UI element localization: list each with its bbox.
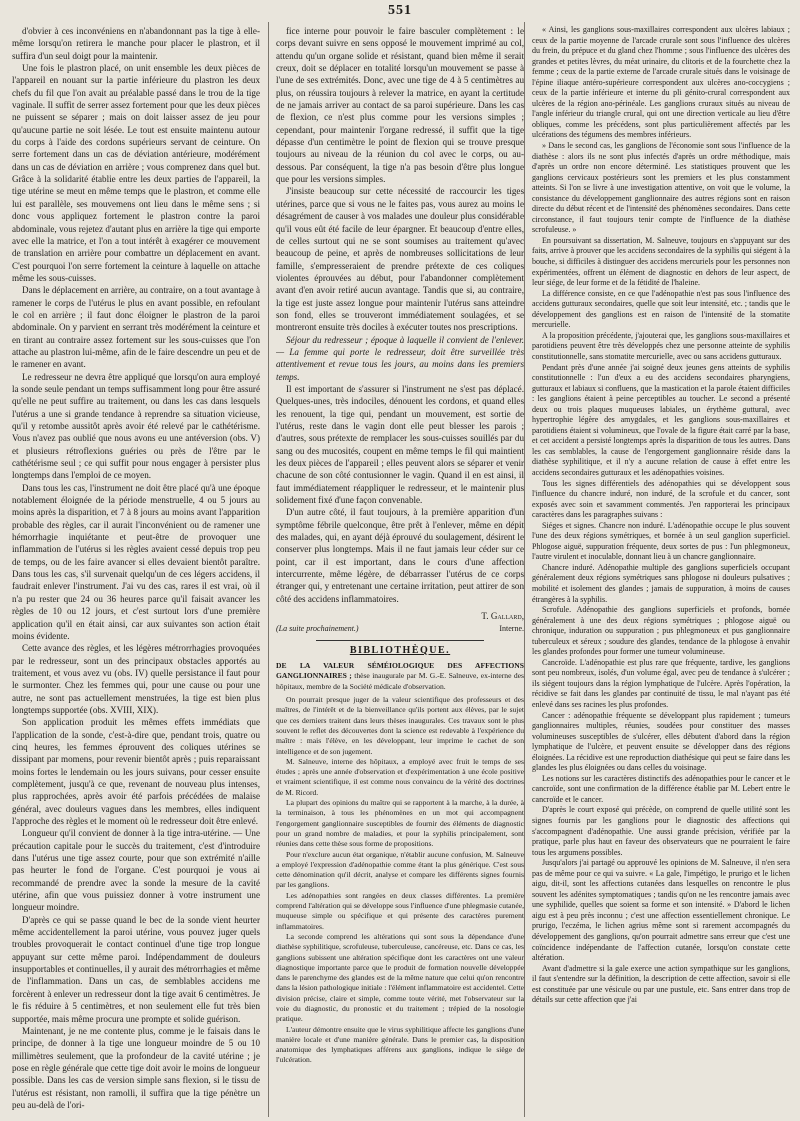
paragraph: Les notions sur les caractères distinctifs des adénopathies pour le cancer et le cancroïde, sont une confirmation de la différence établie par M. Lebert entre le cancroïde et le cancer. bbox=[532, 773, 790, 804]
paragraph: d'obvier à ces inconvéniens en n'abandonnant pas la tige à elle-même lorsqu'on retirera le manche pour placer le plastron, et il suffira d'un seul doigt pour la maintenir. bbox=[12, 26, 260, 61]
paragraph: D'après ce qui se passe quand le bec de la sonde vient heurter même accidentellement la paroi utérine, vous pouvez juger quels troubles provoquerait le contact continuel d'une tige trop longue appuyant sur cette même paroi. Indépendamment de douleurs insupportables et continuelles, il y aurait des métrorrhagies et même de l'inflammation. Dans un cas, de semblables accidens me forcèrent à enlever un redresseur dont la tige avait 6 centimètres. Je le fis réduire à 5 centimètres, et non seulement elle fut très bien supportée, mais même procura une prompte et solide guérison. bbox=[12, 914, 260, 1024]
paragraph: Cancroïde. L'adénopathie est plus rare que fréquente, tardive, les ganglions sont peu nombreux, isolés, d'un volume égal, avec peu de tendance à s'ulcérer ; ils siégent toujours dans la région lymphatique de l'ulcère. Après l'opération, la récidive se fait dans les glandes par continuité de tissu, le mal n'ayant pas été enlevé dans ses racines les plus profondes. bbox=[532, 657, 790, 709]
paragraph: Tous les signes différentiels des adénopathies qui se développent sous l'influence du chancre induré, non induré, de la scrofule et du cancer, sont exposés avec soin et savamment commentés. J'en rapporterai les principaux caractères dans les paragraphes suivans : bbox=[532, 478, 790, 520]
paragraph: A la proposition précédente, j'ajouterai que, les ganglions sous-maxillaires et parotidiens peuvent être très développés chez une personne atteinte de syphilis constitutionnelle, sans stomatite mercurielle, avec ou sans accidens gutturaux. bbox=[532, 330, 790, 361]
paragraph: Pendant près d'une année j'ai soigné deux jeunes gens atteints de syphilis constitutionnelle : l'un d'eux a eu des accidens secondaires pharyngiens, gutturaux et labiaux si confluens, que la mastication et la parole étaient difficiles : les ganglions étaient à peine perceptibles au toucher. Le second a présenté deux ou trois plaques muqueuses labiales, un érythème guttural, avec hypertrophie légère des amygdales, et les ganglions sous-maxillaires et parotidiens étaient si volumineux, que l'ovale de la figure était carré par la base, et cet accident a persisté longtemps après la disparition de tous les autres. Dans les cas semblables, la cause de l'engorgement ganglionnaire réside dans la diathèse syphilitique, et il n'y a aucune relation de cause à effet entre les accidens secondaires gutturaux et les adénopathies voisines. bbox=[532, 362, 790, 477]
paragraph: » Dans le second cas, les ganglions de l'économie sont sous l'influence de la diathèse : alors ils ne sont plus infectés d'après un ordre méthodique, mais d'après un ordre non encore déterminé. Les statistiques prouvent que les ganglions cervicaux postérieurs sont les premiers et les plus constamment atteints. Si l'on se livre à une investigation attentive, on voit que le volume, la consistance du développement ganglionnaire des autres régions sont en raison directe du début récent et de l'intensité des phénomènes secondaires. Dans cette circonstance, il faut toujours tenir compte de l'influence de la diathèse scrofuleuse. » bbox=[532, 141, 790, 235]
paragraph: Avant d'admettre si la gale exerce une action sympathique sur les ganglions, il faut s'entendre sur la définition, la description de cette affection, savoir si elle est constituée par une vésicule ou par une pustule, etc. Sans entrer dans trop de détails sur cette affection que j'ai bbox=[532, 963, 790, 1005]
section-title: BIBLIOTHÈQUE. bbox=[349, 644, 451, 656]
column-left bbox=[12, 25, 260, 1115]
paragraph: On pourrait presque juger de la valeur scientifique des professeurs et des maîtres, de l'intérêt et de la bienveillance qu'ils portent aux élèves, par le sujet que ces derniers traitent dans leurs thèses inaugurales. Ces travaux sont le plus souvent le reflet des découvertes dont la science est redevable à l'expérience du maître : mais l'élève, en les développant, leur imprime le cachet de son intelligence et de son jugement. bbox=[276, 695, 524, 756]
paragraph: Dans le déplacement en arrière, au contraire, on a tout avantage à ramener le corps de l'utérus le plus en avant possible, en refoulant le col en arrière ; il faut donc éloigner le plastron de la paroi abdominale. On y parvient en serrant très modérément la ceinture et en tirant au contraire assez fortement sur les sous-cuisses que l'on attache au plastron lui-même, afin de le faire descendre un peu et de le ramener en avant. bbox=[12, 285, 260, 370]
column-rule bbox=[524, 22, 525, 1117]
paragraph: J'insiste beaucoup sur cette nécessité de raccourcir les tiges utérines, parce que si vous ne le faites pas, vous aurez au moins le désagrément de causer à vos malades une douleur plus considérable qu'il vous eût été facile de leur épargner. Et beaucoup d'entre elles, de celles surtout qui ne se sont soumises au traitement qu'avec beaucoup de peine, et après de nombreuses sollicitations de leur famille, s'empresseraient de prendre prétexte de ces coliques violentes éprouvées au début, pour l'abandonner complètement avant d'en avoir retiré aucun avantage. Tandis que si, au contraire, la tige est juste assez longue pour maintenir l'utérus sans atteindre son fond, elles se trouveront immédiatement soulagées, et se montreront ensuite très dociles à exécuter toutes nos prescriptions. bbox=[276, 186, 524, 333]
paragraph: Siéges et signes. Chancre non induré. L'adénopathie occupe le plus souvent l'une des deux régions symétriques, et bornée à un seul ganglion superficiel. Phlogose aiguë, suppuration fréquente, deux sortes de pus : l'un phlegmoneux, l'autre virulent et inoculable, donnant lieu à un chancre ganglionnaire. bbox=[532, 520, 790, 562]
review-subtitle: thèse inaugurale par M. G.-E. Salneuve, ex-interne des hôpitaux, membre de la Société médicale d'observation. bbox=[276, 671, 524, 691]
column-rule bbox=[268, 22, 269, 1117]
paragraph: Il est important de s'assurer si l'instrument ne s'est pas déplacé. Quelques-unes, très indociles, dénouent les cordons, et quand elles les renouent, la tige qui, pendant un mouvement, est sortie de l'utérus, reste dans le vagin dont elle peut blesser les parois ; d'autres, sous prétexte de remplacer les sous-cuisses souillés par du sang ou des mucosités, coupent en même temps le fil qui maintient les deux pièces de l'appareil ; elles peuvent alors se séparer et venir chacune de son côté contusionner le vagin. Quand il en est ainsi, il faut immédiatement réappliquer le redresseur, et le maintenir plus solidement fixé d'une façon convenable. bbox=[276, 383, 524, 506]
paragraph: Cette avance des règles, et les légères métrorrhagies provoquées par le redresseur, sont un des principaux obstacles apportés au traitement, et vous avez vu (obs. IV) quelle persistance il faut pour le surmonter. Chez les femmes qui, pour une cause ou pour une autre, ne sont pas actuellement menstruées, la tige est bien plus longtemps supportée (obs. XVIII, XIX). bbox=[12, 643, 260, 715]
paragraph: La seconde comprend les altérations qui sont sous la dépendance d'une diathèse syphilitique, scrofuleuse, tuberculeuse, cancéreuse, etc. Dans ce cas, les ganglions subissent une altération spécifique dont les caractères ont une valeur diagnostique importante parce que le produit de formation nouvelle développée dans le parenchyme des glandes est de la même nature que celui qu'on rencontre dans la lésion pathologique initiale : l'élément inflammatoire est accidentel. Cette division précise, claire et simple, comme toute vérité, met l'observateur sur la voie du diagnostic, du pronostic et du traitement ; trépied de la nosologie pratique. bbox=[276, 931, 524, 1024]
review-heading bbox=[276, 661, 524, 692]
section-divider bbox=[316, 640, 484, 641]
paragraph: En poursuivant sa dissertation, M. Salneuve, toujours en s'appuyant sur des faits, arrive à prouver que les accidens secondaires de la syphilis qui siégent à la bouche, si difficiles à distinguer des accidens mercuriels pour les personnes non expérimentées, offrent un élément de diagnostic en dehors de leur aspect, de leur siége, de leur forme et de la fétidité de l'haleine. bbox=[532, 235, 790, 288]
paragraph: M. Salneuve, interne des hôpitaux, a employé avec fruit le temps de ses études ; après une année d'observation et d'expérimentation à une école positive et vraiment scientifique, il est comme nous convaincu de la vérité des doctrines de M. Ricord. bbox=[276, 756, 524, 797]
column-middle bbox=[276, 25, 524, 1115]
author-signature: T. Gallard, bbox=[481, 611, 524, 622]
paragraph: Jusqu'alors j'ai partagé ou approuvé les opinions de M. Salneuve, il n'en sera pas de même pour ce qui va suivre. « La gale, l'impétigo, le prurigo et le lichen aigu, dit-il, sont les affections cutanées dans lesquelles on rencontre le plus souvent les adénites symptomatiques ; tandis qu'on ne les rencontre jamais avec une syphilide, quelles que soient sa forme et son intensité. » D'abord le lichen aigu est à peu près inconnu ; c'est une affection essentiellement chronique. Le prurigo, l'eczéma, le lichen agrius même sont si rarement accompagnés du développement des ganglions, qu'on pourrait admettre sans erreur que c'est une coïncidence indépendante de l'affection cutanée, lorsqu'on constate cette altération. bbox=[532, 858, 790, 963]
paragraph: Séjour du redresseur ; époque à laquelle il convient de l'enlever. — La femme qui porte le redresseur, doit être surveillée très attentivement et revue tous les jours, au moins dans les premiers temps. bbox=[276, 334, 524, 382]
paragraph: Une fois le plastron placé, on unit ensemble les deux pièces de l'appareil en nouant sur la partie inférieure du plastron les deux chefs du fil que l'on avait au préalable passé dans le trou de la tige vaginale. Il suffit de serrer assez fortement pour que les deux pièces ne puissent se séparer ; mais on doit laisser assez de jeu pour qu'aucune partie ne soit lésée. Le tout est ensuite maintenu autour du corps à l'aide des cordons supérieurs servant de ceinture. On serre fortement dans un cas de déviation antérieure, modérément dans un cas de déviation en arrière ; vous comprenez dans quel but. Grâce à la solidarité établie entre les deux parties de l'appareil, la tige utérine se meut en même temps que le plastron, et comme elle lui est parallèle, ses mouvemens ont lieu dans le même sens ; si donc vous appliquez fortement le plastron contre la paroi abdominale, vous rejetez d'autant plus en arrière la tige qui emporte avec elle la matrice, et l'on a tout intérêt à exagérer ce mouvement de translation en arrière pour combattre un déplacement en avant. C'est pourquoi l'on serre fortement la ceinture à laquelle on attache même les sous-cuisses. bbox=[12, 63, 260, 283]
column-right bbox=[532, 25, 790, 1115]
continued-note: (La suite prochainement.) bbox=[276, 623, 359, 633]
paragraph: fice interne pour pouvoir le faire basculer complètement : le corps devant suivre en sens opposé le mouvement imprimé au col, attendu qu'un organe solide et résistant, quand bien même il serait creux, doit se déplacer en totalité lorsqu'un mouvement se passe à l'une de ses extrémités. Donc, avec une tige de 4 à 5 centimètres au plus, on réussira toujours à relever la matrice, en ayant la certitude de ne jamais arriver au contact de sa paroi supérieure. Dans les cas de flexion, ce n'est plus comme pour les versions simples ; cependant, pour maintenir l'organe redressé, il suffit que la tige dépasse d'un centimètre le point de flexion qui se trouve presque toujours au niveau de la réunion du col avec le corps, ou au-dessous. Par conséquent, la tige n'a pas besoin d'être plus longue que pour les versions simples. bbox=[276, 26, 524, 185]
paragraph: Maintenant, je ne me contente plus, comme je le faisais dans le principe, de donner à la tige une longueur moindre de 5 ou 10 millimètres seulement, que la profondeur de la cavité utérine ; je pose en règle générale que cette tige doit avoir le moins de longueur possible. Dans les cas de version simple sans flexion, si le tissu de l'utérus est résistant, non ramolli, il suffira que la tige pénètre un peu au-delà de l'ori- bbox=[12, 1025, 260, 1110]
paragraph: Dans tous les cas, l'instrument ne doit être placé qu'à une époque notablement éloignée de la période menstruelle, 4 ou 5 jours au moins après la disparition, et 7 à 8 jours au moins avant l'apparition probable des règles, car il aurait l'inconvénient ou de ramener une hémorrhagie inquiétante et peut-être de provoquer une inflammation de l'utérus si les règles avaient cessé depuis trop peu de temps, ou de les faire avancer si elles devaient bientôt paraître. Dans tous les cas, s'il survenait quelqu'un de ces légers accidens, il faudrait enlever l'instrument. J'ai vu des cas, rares il est vrai, où il n'a pu rester que 24 ou 36 heures parce qu'il faisait avancer les règles de 10 ou 12 jours, et c'est surtout lors d'une première application qu'il en était ainsi, car aux suivantes son action était moins évidente. bbox=[12, 482, 260, 641]
review-title: DE LA VALEUR SÉMÉIOLOGIQUE DES AFFECTIONS GANGLIONNAIRES ; bbox=[276, 661, 524, 681]
signature-line bbox=[276, 623, 524, 635]
author-role: Interne. bbox=[499, 623, 524, 633]
paragraph: La différence consiste, en ce que l'adénopathie n'est pas sous l'influence des accidens gutturaux secondaires, quelle que soit leur intensité, etc. ; tandis que le développement des ganglions est en raison de l'intensité de la stomatite mercurielle. bbox=[532, 288, 790, 330]
paragraph: Cancer : adénopathie fréquente se développant plus rapidement ; tumeurs ganglionnaires multiples, réunies, soudées pour constituer des masses volumineuses susceptibles de s'ulcérer, elles débutent d'abord dans la région lymphatique de l'ulcère, et peuvent ensuite se développer dans des régions éloignées. La récidive est une reproduction diathésique qui peut se faire dans les glandes les plus éloignées ou dans celles du voisinage. bbox=[532, 710, 790, 773]
paragraph: La plupart des opinions du maître qui se rapportent à la marche, à la durée, à la terminaison, à tous les phénomènes en un mot qui accompagnent l'engorgement ganglionnaire susceptibles de fournir des éléments de diagnostic pour un grand nombre de maladies, et pour la syphilis principalement, sont réunies dans cette thèse sous forme de propositions. bbox=[276, 798, 524, 849]
paragraph: Scrofule. Adénopathie des ganglions superficiels et profonds, bornée généralement à une des deux régions symétriques ; phlogose aiguë ou chronique, induration ou suppuration ; pus phlegmoneux et pus ganglionnaire tuberculeux et séreux ; soudure des glandes, tendance de la phlogose à envahir les glandes profondes pour former une tumeur volumineuse. bbox=[532, 605, 790, 657]
paragraph: Chancre induré. Adénopathie multiple des ganglions superficiels occupant généralement deux régions symétriques sans phlogose ni douleurs pulsatives ; mobilité et isolement des glandes ; jamais de suppuration, à moins de causes étrangères à la syphilis. bbox=[532, 562, 790, 604]
paragraph: D'un autre côté, il faut toujours, à la première apparition d'un symptôme fébrile quelconque, être prêt à l'enlever, même en dépit des malades, qui, en ayant déjà éprouvé du soulagement, désirent le conserver plus longtemps. Mais il ne faut jamais leur céder sur ce point, car il est important, dans le cours d'une affection intercurrente, même légère, de débarrasser l'utérus de ce corps étranger qui, y entretenant une certaine irritation, peut attirer de son côté des accidens inflammatoires. bbox=[276, 507, 524, 604]
paragraph: L'auteur démontre ensuite que le virus syphilitique affecte les ganglions d'une manière locale et d'une manière générale. Dans le premier cas, la disposition anatomique des lymphatiques afférens aux ganglions, indique le siège de l'ulcération. bbox=[276, 1024, 524, 1065]
paragraph: Son application produit les mêmes effets immédiats que l'application de la sonde, c'est-à-dire que, pendant trois, quatre ou cinq heures, les femmes éprouvent des coliques utérines se dissipant par momens, pour revenir bientôt après ; puis reparaissant moins fortes le lendemain ou les jours suivans, pour cesser ensuite complètement, jusqu'à ce que, revenant de nouveau plus intenses, plus rapprochées, après avoir été parfois précédées de malaise général, avec douleurs vagues dans les membres, elles indiquent l'approche des règles et le moment où le redresseur doit être enlevé. bbox=[12, 717, 260, 826]
paragraph: Longueur qu'il convient de donner à la tige intra-utérine. — Une précaution capitale pour le succès du traitement, c'est d'introduire dans l'utérus une tige assez courte, pour que son extrémité n'aille pas heurter le fond de l'organe. C'est pourquoi je vous ai recommandé de prendre avec la sonde la mesure de la cavité utérine, afin que vous puissiez donner à votre instrument une longueur moindre. bbox=[12, 828, 260, 913]
page-number: 551 bbox=[388, 3, 412, 18]
paragraph: « Ainsi, les ganglions sous-maxillaires correspondent aux ulcères labiaux ; ceux de la partie moyenne de l'arcade crurale sont sous l'influence des ulcères du frein, du prépuce et du gland chez l'homme ; sous l'influence des ulcères des grandes et petites lèvres, du méat urinaire, du clitoris et de la fourchette chez la femme ; ceux de la partie externe de l'arcade crurale situés dans le voisinage de l'épine iliaque antéro-supérieure correspondent aux ulcères ano-coccygiens ; ceux de la partie inférieure et interne du pli génito-crural correspondent aux ulcères de la région ano-périnéale. Les ganglions cruraux situés au niveau de l'angle inférieur du triangle crural, qui ont une direction verticale au lieu d'être obliques, comme les précédens, sont plus particulièrement affectés par les ulcérations des tégumens des membres inférieurs. bbox=[532, 25, 790, 140]
paragraph: D'après le court exposé qui précède, on comprend de quelle utilité sont les signes fournis par les ganglions pour le diagnostic des affections qui s'accompagnent d'adénopathie. Une aussi grande précision, vérifiée par la pratique, parle plus haut en faveur des observateurs que ne pourraient le faire tous les argumens possibles. bbox=[532, 805, 790, 857]
paragraph: Pour n'exclure aucun état organique, n'établir aucune confusion, M. Salneuve a employé l'expression d'adénopathie comme étant la plus générique. C'est sous cette dénomination qu'il décrit, analyse et compare les différents signes fournis par les ganglions. bbox=[276, 849, 524, 890]
paragraph: Les adénopathies sont rangées en deux classes différentes. La première comprend l'altération qui se développe sous l'influence d'une phlegmasie cutanée, muqueuse simple ou spécifique et qui présente des caractères purement inflammatoires. bbox=[276, 890, 524, 931]
paragraph: Le redresseur ne devra être appliqué que lorsqu'on aura employé la sonde seule pendant un temps suffisamment long pour être assuré qu'elle ne peut suffire au traitement, ou dans les cas dans lesquels l'utérus a une si grande tendance à reprendre sa situation vicieuse, qu'il y retombe aussitôt après avoir été relevé par le cathétérisme. Vous n'avez pas oublié que nous avons eu une antéversion (obs. V) et plusieurs rétroflexions guéries ou près de l'être par le cathétérisme seul ; ce qui suffit pour nous engager à persister plus longtemps dans l'emploi de ce moyen. bbox=[12, 371, 260, 481]
